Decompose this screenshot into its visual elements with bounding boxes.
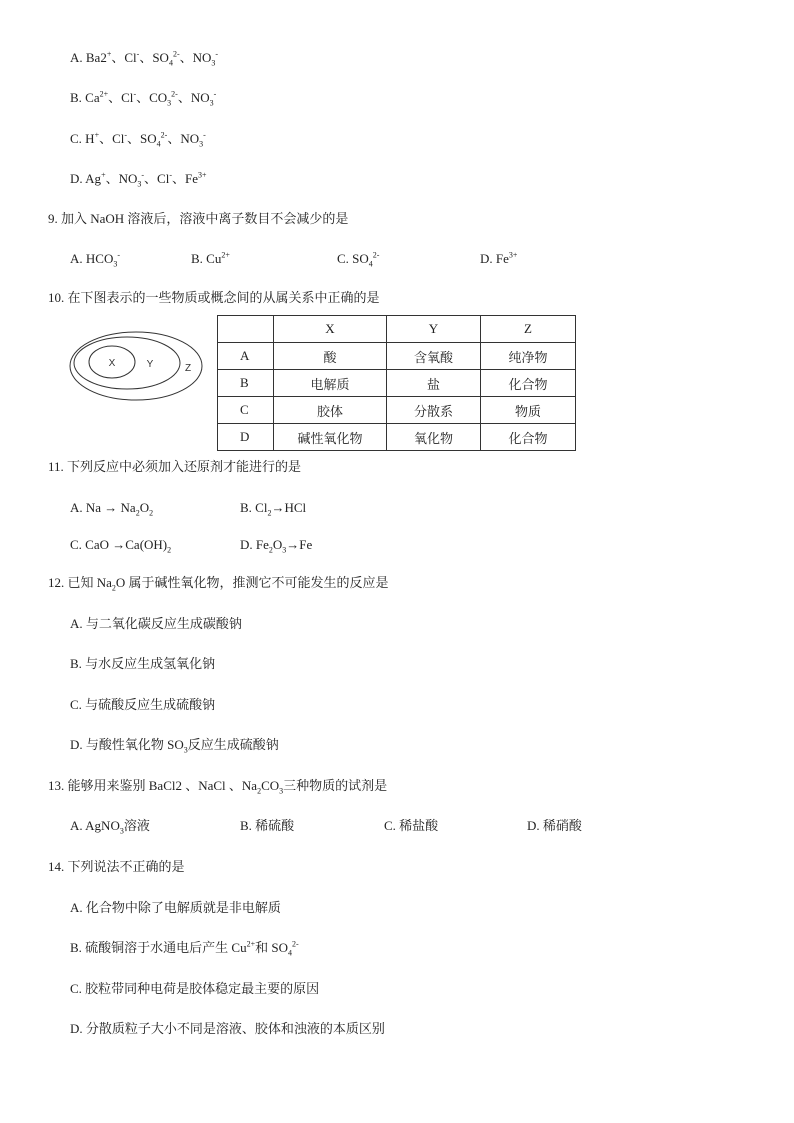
table-cell: D [218, 424, 274, 451]
table-cell: 胶体 [274, 397, 387, 424]
table-cell: 纯净物 [481, 343, 576, 370]
q9-option-a: A. $HCO_3^-$ [70, 250, 121, 269]
table-header-cell: X [274, 316, 387, 343]
table-row [218, 370, 576, 397]
q12-stem: 12. 已知 $Na_2O$ 属于碱性氧化物，推测它不可能发生的反应是 [48, 575, 389, 593]
q14-option-a: A. 化合物中除了电解质就是非电解质 [70, 900, 281, 915]
q13-option-c: C. 稀盐酸 [384, 818, 439, 833]
table-header-cell: Z [481, 316, 576, 343]
q9-option-b: B. $Cu^{2+}$ [191, 250, 230, 266]
q11-stem: 11. 下列反应中必须加入还原剂才能进行的是 [48, 459, 302, 474]
table-header-row [218, 316, 576, 343]
q12-option-c: C. 与硫酸反应生成硫酸钠 [70, 697, 216, 712]
table-cell: B [218, 370, 274, 397]
q11-option-c: C. CaO $\to Ca(OH)_2$ [70, 537, 172, 555]
table-cell: 氧化物 [387, 424, 481, 451]
venn-diagram [68, 330, 206, 402]
q8-option-a: A. Ba2+、Cl-、$SO_4^{2-}$、$NO_3^-$ [70, 49, 219, 68]
q8-option-c: C. H+、Cl-、$SO_4^{2-}$、$NO_3^-$ [70, 130, 206, 149]
table-header-cell: Y [387, 316, 481, 343]
q11-option-b: B. $Cl_2\to HCl$ [240, 500, 307, 518]
q13-option-a: A. AgNO$_3$溶液 [70, 818, 150, 836]
table-cell: 化合物 [481, 370, 576, 397]
q8-option-b: B. $Ca^{2+}$、Cl-、$CO_3^{2-}$、$NO_3^-$ [70, 89, 217, 108]
q9-option-c: C. $SO_4^{2-}$ [337, 250, 380, 269]
table-cell: 化合物 [481, 424, 576, 451]
table-row [218, 424, 576, 451]
q9-stem: 9. 加入 NaOH 溶液后，溶液中离子数目不会减少的是 [48, 211, 349, 226]
table-cell: 分散系 [387, 397, 481, 424]
q13-option-d: D. 稀硝酸 [527, 818, 582, 833]
table-cell: A [218, 343, 274, 370]
q12-option-a: A. 与二氧化碳反应生成碳酸钠 [70, 616, 242, 631]
q12-option-d: D. 与酸性氧化物 $SO_3$反应生成硫酸钠 [70, 737, 279, 755]
venn-label-x: X [108, 358, 116, 369]
table-cell: 酸 [274, 343, 387, 370]
table-cell: 物质 [481, 397, 576, 424]
table-cell: 电解质 [274, 370, 387, 397]
q14-option-b: B. 硫酸铜溶于水通电后产生 $Cu^{2+}$和 $SO_4^{2-}$ [70, 939, 299, 958]
q11-option-d: D. $Fe_2O_3\to Fe$ [240, 537, 313, 555]
q8-option-d: D. Ag+、$NO_3^-$、Cl-、$Fe^{3+}$ [70, 170, 207, 189]
table-cell: 碱性氧化物 [274, 424, 387, 451]
table-cell: 盐 [387, 370, 481, 397]
q12-option-b: B. 与水反应生成氢氧化钠 [70, 656, 216, 671]
q14-option-d: D. 分散质粒子大小不同是溶液、胶体和浊液的本质区别 [70, 1021, 385, 1036]
table-row [218, 397, 576, 424]
q13-option-b: B. 稀硫酸 [240, 818, 295, 833]
venn-label-y: Y [146, 359, 154, 370]
q14-stem: 14. 下列说法不正确的是 [48, 859, 185, 874]
q11-option-a: A. $Na \to Na_2O_2$ [70, 500, 154, 518]
q13-stem: 13. 能够用来鉴别 BaCl2 、NaCl 、$Na_2CO_3$三种物质的试剂是 [48, 778, 388, 796]
venn-middle-ellipse [74, 337, 180, 389]
q10-stem: 10. 在下图表示的一些物质或概念间的从属关系中正确的是 [48, 290, 380, 305]
table-header-cell [218, 316, 274, 343]
table-cell: C [218, 397, 274, 424]
q10-table [217, 315, 576, 451]
q14-option-c: C. 胶粒带同种电荷是胶体稳定最主要的原因 [70, 981, 320, 996]
table-cell: 含氧酸 [387, 343, 481, 370]
table-row [218, 343, 576, 370]
venn-label-z: Z [184, 363, 192, 374]
q9-option-d: D. $Fe^{3+}$ [480, 250, 518, 266]
